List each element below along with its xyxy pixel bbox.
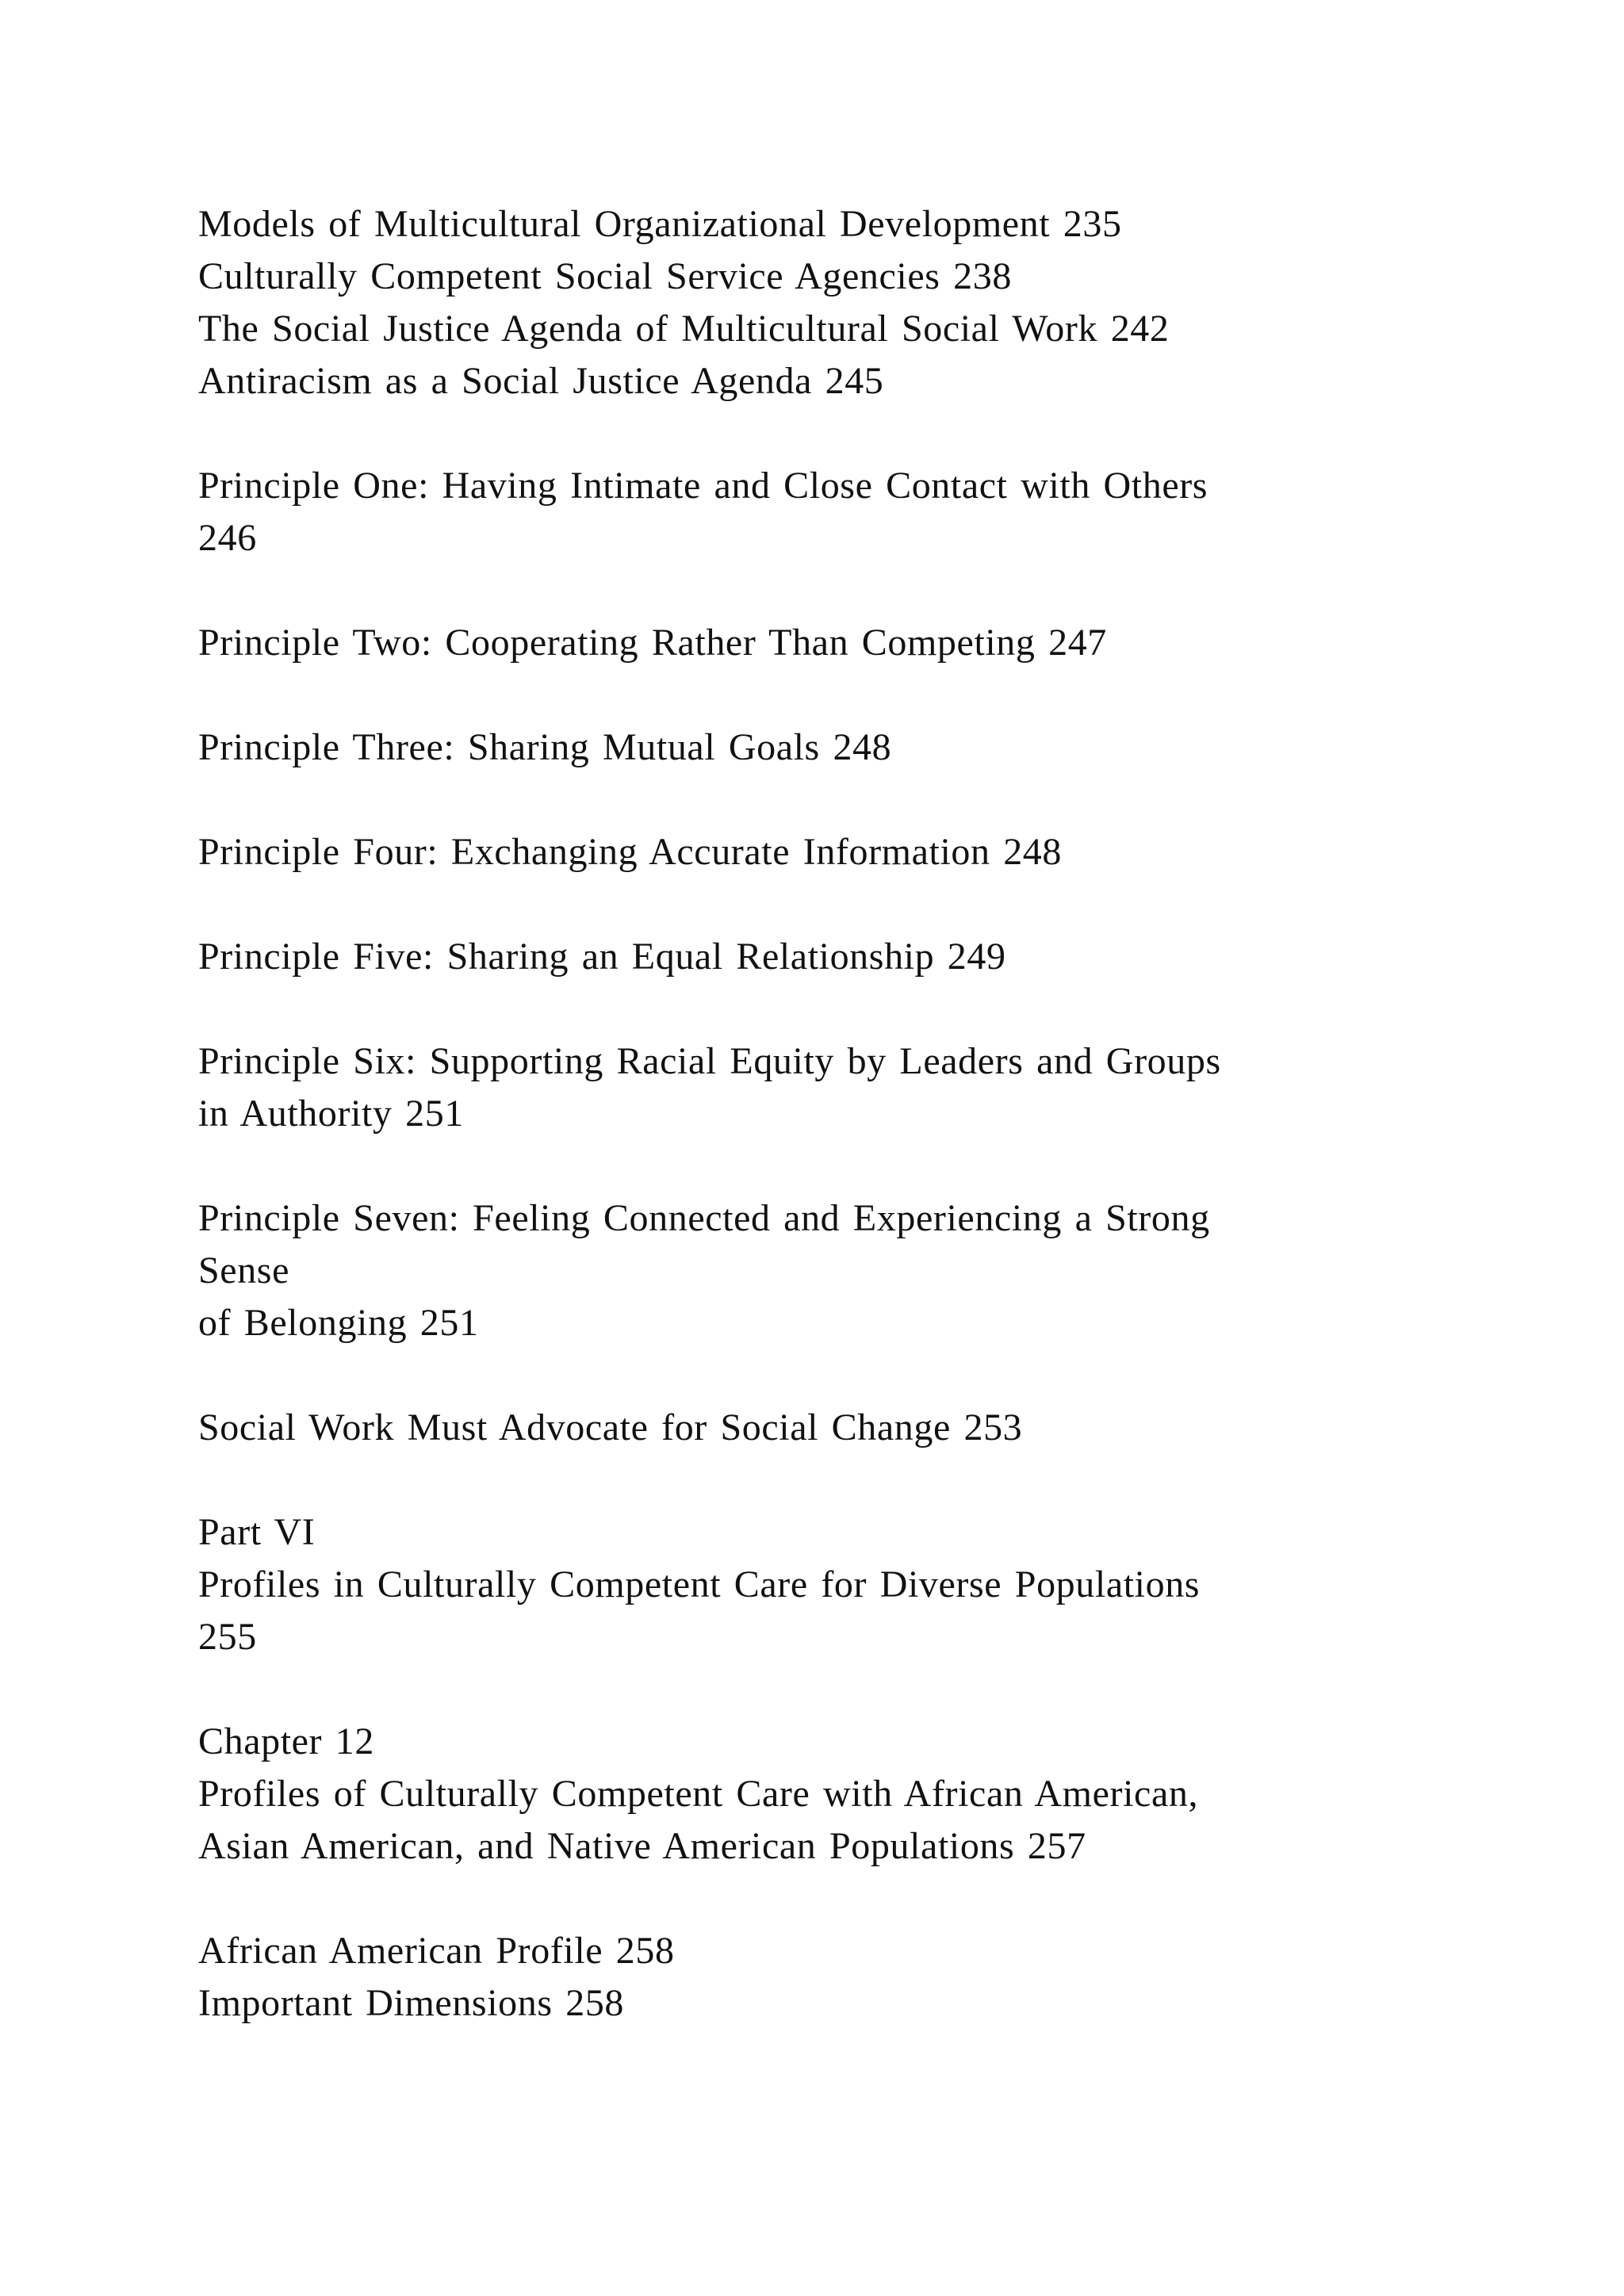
document-page	[198, 198, 1499, 2030]
toc-part-heading: Part VI	[198, 1511, 316, 1553]
toc-chapter-heading: Chapter 12	[198, 1720, 374, 1762]
toc-entry-principle-seven-cont: Sense	[198, 1249, 289, 1292]
toc-part-title: Profiles in Culturally Competent Care for Diverse Populations	[198, 1563, 1201, 1605]
toc-entry-social-justice-agenda: The Social Justice Agenda of Multicultural Social Work 242	[198, 308, 1170, 350]
spacer	[198, 408, 1499, 460]
toc-chapter-title-cont: Asian American, and Native American Populations 257	[198, 1825, 1086, 1867]
spacer	[198, 669, 1499, 721]
toc-entry-principle-seven: Principle Seven: Feeling Connected and Experiencing a Strong	[198, 1197, 1210, 1239]
toc-entry-models: Models of Multicultural Organizational Development 235	[198, 203, 1122, 245]
spacer	[198, 878, 1499, 931]
toc-part-page: 255	[198, 1616, 257, 1658]
spacer	[198, 1873, 1499, 1925]
toc-entry-principle-four: Principle Four: Exchanging Accurate Information 248	[198, 831, 1062, 873]
toc-entry-principle-two: Principle Two: Cooperating Rather Than Competing 247	[198, 622, 1107, 664]
toc-entry-principle-six: Principle Six: Supporting Racial Equity by Leaders and Groups	[198, 1040, 1221, 1082]
spacer	[198, 1349, 1499, 1402]
toc-entry-principle-one-page: 246	[198, 517, 257, 559]
toc-entry-principle-one: Principle One: Having Intimate and Close Contact with Others	[198, 465, 1208, 507]
toc-entry-principle-three: Principle Three: Sharing Mutual Goals 248	[198, 726, 892, 768]
toc-entry-principle-seven-page: of Belonging 251	[198, 1302, 479, 1344]
toc-entry-antiracism: Antiracism as a Social Justice Agenda 245	[198, 360, 884, 402]
spacer	[198, 1140, 1499, 1192]
toc-chapter-title: Profiles of Culturally Competent Care with African American,	[198, 1773, 1199, 1815]
toc-entry-principle-six-cont: in Authority 251	[198, 1093, 464, 1135]
toc-entry-important-dimensions: Important Dimensions 258	[198, 1982, 625, 2024]
toc-entry-agencies: Culturally Competent Social Service Agencies 238	[198, 255, 1012, 297]
spacer	[198, 774, 1499, 826]
spacer	[198, 983, 1499, 1035]
spacer	[198, 1663, 1499, 1716]
toc-entry-advocate: Social Work Must Advocate for Social Change 253	[198, 1406, 1023, 1448]
toc-entry-african-american-profile: African American Profile 258	[198, 1930, 675, 1972]
spacer	[198, 564, 1499, 617]
spacer	[198, 1454, 1499, 1506]
toc-entry-principle-five: Principle Five: Sharing an Equal Relationship 249	[198, 936, 1006, 978]
